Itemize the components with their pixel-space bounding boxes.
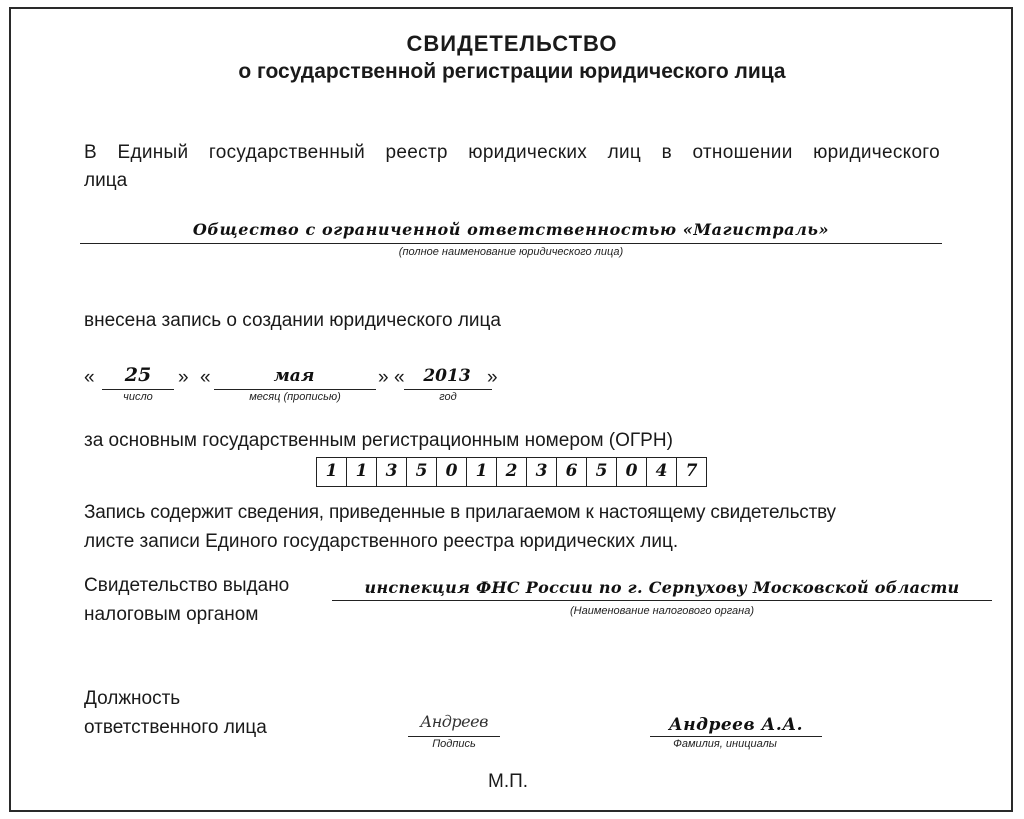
date-day-caption: число xyxy=(123,391,153,403)
signature-caption: Подпись xyxy=(432,738,476,750)
seal-mark: М.П. xyxy=(488,771,529,792)
ogrn-digit: 3 xyxy=(527,458,557,486)
intro-line-2: лица xyxy=(84,170,128,191)
issuer-underline xyxy=(332,600,992,601)
day-quote-close: » xyxy=(178,367,189,388)
day-quote-open: « xyxy=(84,367,95,388)
signature-underline xyxy=(408,736,500,737)
document-subtitle: о государственной регистрации юридического лица xyxy=(238,60,786,83)
date-day-underline xyxy=(102,389,174,390)
date-year: 2013 xyxy=(423,366,471,386)
intro-line-1: В Единый государственный реестр юридических лиц в отношении юридического xyxy=(84,142,940,163)
position-line-2: ответственного лица xyxy=(84,717,267,738)
ogrn-digit: 1 xyxy=(347,458,377,486)
date-year-caption: год xyxy=(439,391,457,403)
company-name-underline xyxy=(80,243,942,244)
date-month: мая xyxy=(273,366,315,386)
official-name-caption: Фамилия, инициалы xyxy=(673,738,777,750)
year-quote-close: » xyxy=(487,367,498,388)
issuer-name: инспекция ФНС России по г. Серпухову Московской области xyxy=(364,578,960,597)
ogrn-digit: 7 xyxy=(685,461,698,481)
ogrn-digit: 0 xyxy=(617,458,647,486)
ogrn-digit: 5 xyxy=(587,458,617,486)
ogrn-digit: 0 xyxy=(437,458,467,486)
date-month-underline xyxy=(214,389,376,390)
issued-label-line-2: налоговым органом xyxy=(84,604,259,625)
ogrn-digit: 2 xyxy=(497,458,527,486)
ogrn-digit: 6 xyxy=(557,458,587,486)
ogrn-digit: 3 xyxy=(377,458,407,486)
ogrn-digit: 1 xyxy=(467,458,497,486)
ogrn-grid xyxy=(316,457,707,487)
note-line-1: Запись содержит сведения, приведенные в прилагаемом к настоящему свидетельству xyxy=(84,502,836,523)
record-text: внесена запись о создании юридического лица xyxy=(84,310,501,331)
issued-label-line-1: Свидетельство выдано xyxy=(84,575,290,596)
ogrn-digit: 4 xyxy=(647,458,677,486)
note-line-2: листе записи Единого государственного реестра юридических лиц. xyxy=(84,531,679,552)
ogrn-digit: 5 xyxy=(407,458,437,486)
month-quote-open: « xyxy=(200,367,211,388)
official-name: Андреев А.А. xyxy=(668,715,804,735)
ogrn-digit: 1 xyxy=(317,458,347,486)
date-month-caption: месяц (прописью) xyxy=(249,391,341,403)
month-quote-close: » xyxy=(378,367,389,388)
issuer-caption: (Наименование налогового органа) xyxy=(569,605,754,617)
company-name-caption: (полное наименование юридического лица) xyxy=(398,246,624,258)
official-name-underline xyxy=(650,736,822,737)
position-line-1: Должность xyxy=(84,688,181,709)
date-year-underline xyxy=(404,389,492,390)
ogrn-label: за основным государственным регистрационным номером (ОГРН) xyxy=(84,430,673,451)
signature: Андреев xyxy=(420,712,488,731)
document-title: СВИДЕТЕЛЬСТВО xyxy=(406,31,618,56)
company-name: Общество с ограниченной ответственностью «Магистраль» xyxy=(192,220,830,239)
date-day: 25 xyxy=(124,364,152,386)
year-quote-open: « xyxy=(394,367,405,388)
